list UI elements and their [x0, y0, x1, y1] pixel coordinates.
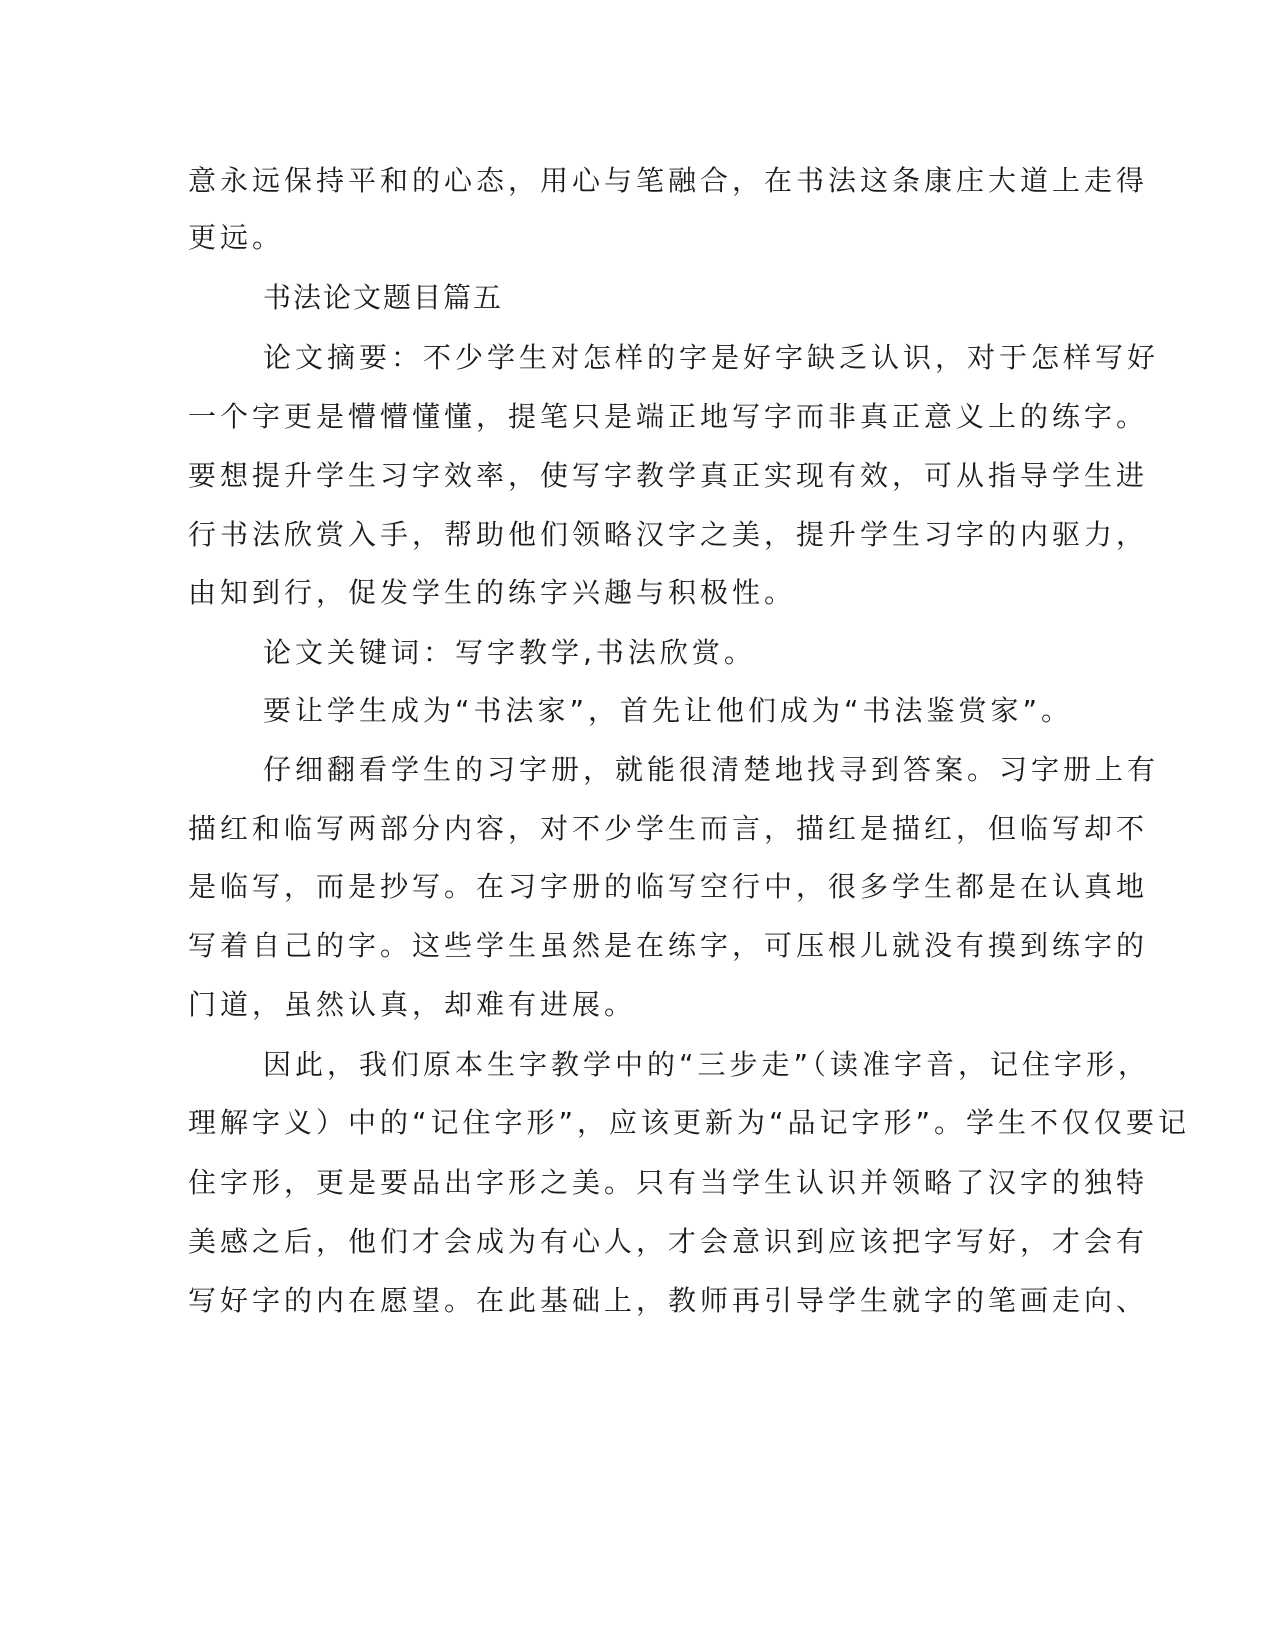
text-line: 仔细翻看学生的习字册，就能很清楚地找寻到答案。习字册上有 — [263, 753, 1160, 786]
text-line: 论文摘要：不少学生对怎样的字是好字缺乏认识，对于怎样写好 — [263, 341, 1160, 374]
keywords-line: 论文关键词：写字教学,书法欣赏。 — [263, 636, 756, 669]
section-heading: 书法论文题目篇五 — [263, 281, 504, 314]
text-line: 一个字更是懵懵懂懂，提笔只是端正地写字而非真正意义上的练字。 — [188, 400, 1149, 433]
text-line: 因此，我们原本生字教学中的“三步走”（读准字音，记住字形， — [263, 1048, 1151, 1081]
text-line: 住字形，更是要品出字形之美。只有当学生认识并领略了汉字的独特 — [188, 1166, 1149, 1199]
text-line: 是临写，而是抄写。在习字册的临写空行中，很多学生都是在认真地 — [188, 870, 1149, 903]
text-line: 美感之后，他们才会成为有心人，才会意识到应该把字写好，才会有 — [188, 1225, 1149, 1258]
text-line: 门道，虽然认真，却难有进展。 — [188, 988, 637, 1021]
text-line: 理解字义）中的“记住字形”，应该更新为“品记字形”。学生不仅仅要记 — [188, 1106, 1191, 1139]
text-line: 意永远保持平和的心态，用心与笔融合，在书法这条康庄大道上走得 — [188, 164, 1149, 197]
text-line: 写好字的内在愿望。在此基础上，教师再引导学生就字的笔画走向、 — [188, 1284, 1149, 1317]
text-line: 写着自己的字。这些学生虽然是在练字，可压根儿就没有摸到练字的 — [188, 929, 1149, 962]
text-line: 更远。 — [188, 221, 285, 254]
text-line: 要想提升学生习字效率，使写字教学真正实现有效，可从指导学生进 — [188, 459, 1149, 492]
text-line: 描红和临写两部分内容，对不少学生而言，描红是描红，但临写却不 — [188, 812, 1149, 845]
text-line: 要让学生成为“书法家”，首先让他们成为“书法鉴赏家”。 — [263, 694, 1074, 727]
text-line: 由知到行，促发学生的练字兴趣与积极性。 — [188, 576, 797, 609]
text-line: 行书法欣赏入手，帮助他们领略汉字之美，提升学生习字的内驱力， — [188, 518, 1149, 551]
